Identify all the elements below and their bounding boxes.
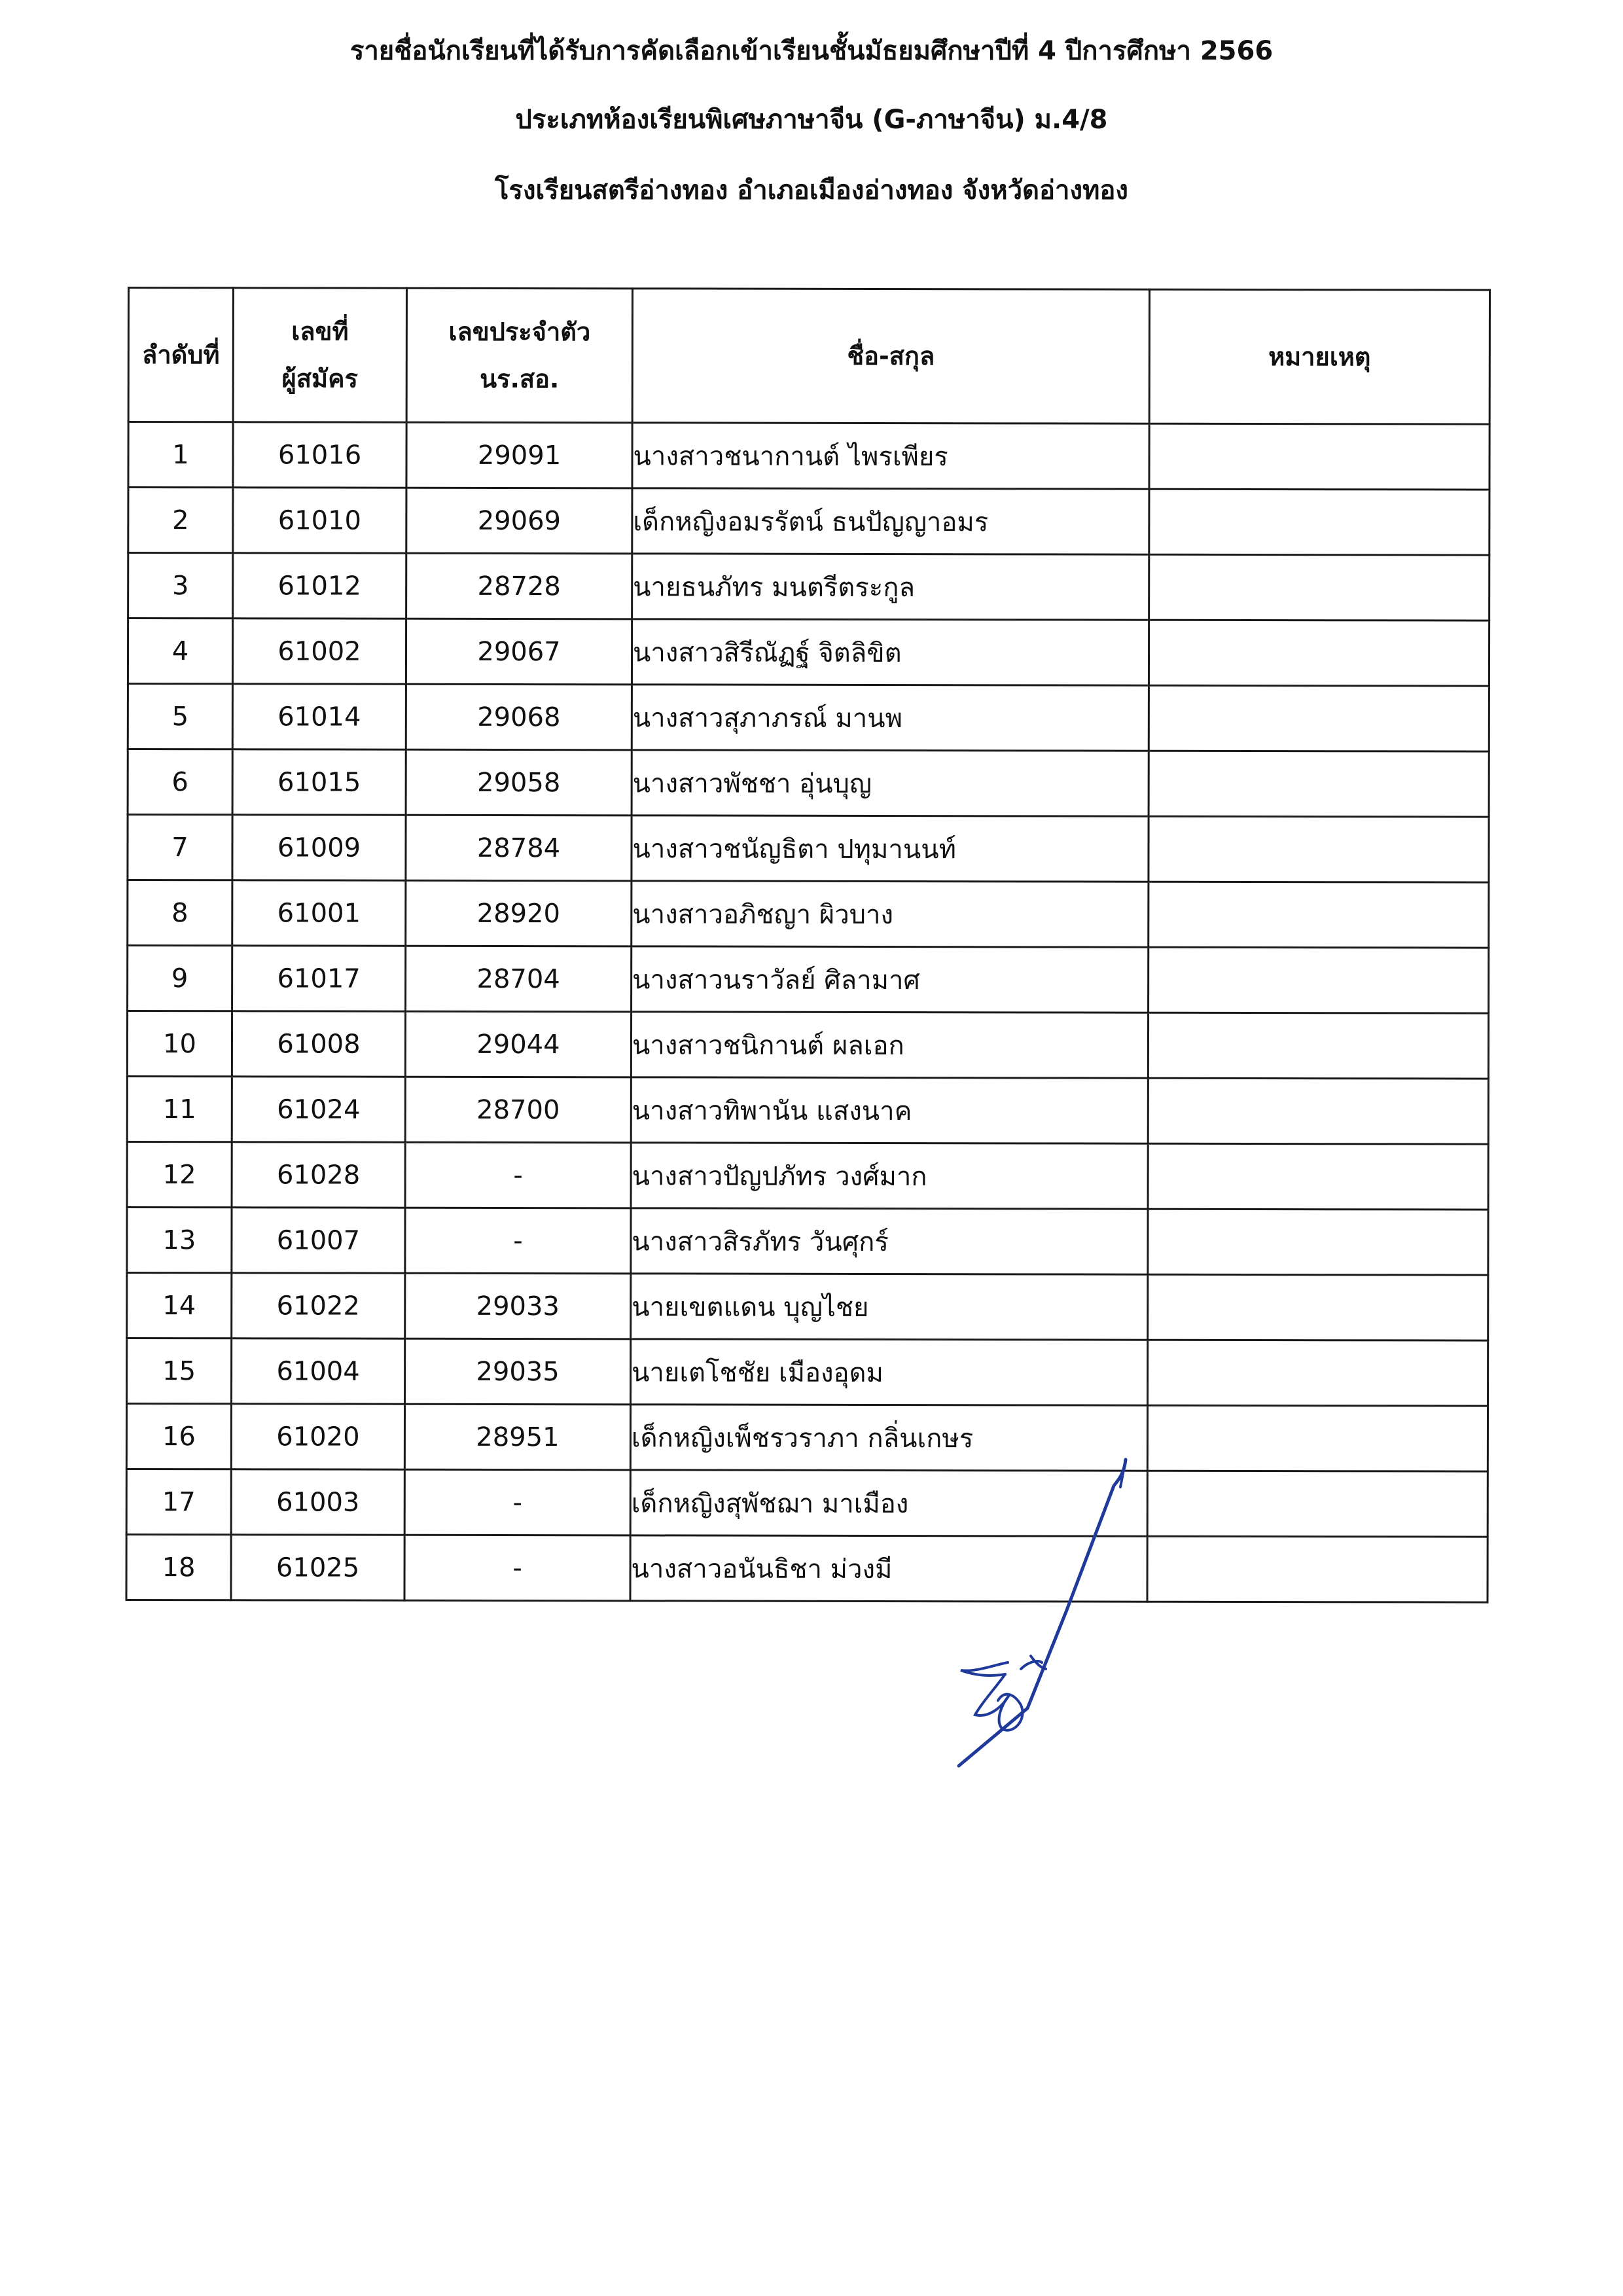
cell-remark — [1148, 1143, 1488, 1210]
cell-remark — [1149, 816, 1489, 882]
cell-order: 11 — [127, 1077, 232, 1142]
cell-student-id: - — [405, 1142, 631, 1208]
cell-full-name: นายธนภัทร มนตรีตระกูล — [632, 554, 1149, 620]
cell-remark — [1149, 489, 1489, 555]
cell-student-id: 28784 — [406, 815, 632, 881]
cell-student-id: 29033 — [405, 1273, 631, 1339]
cell-order: 18 — [126, 1534, 231, 1600]
cell-student-id: - — [405, 1208, 631, 1274]
cell-student-id: - — [404, 1469, 630, 1535]
col-remark-header: หมายเหตุ — [1149, 289, 1489, 424]
cell-remark — [1148, 1209, 1488, 1275]
cell-applicant-no: 61020 — [231, 1404, 404, 1469]
cell-applicant-no: 61025 — [231, 1535, 404, 1600]
cell-remark — [1148, 1078, 1488, 1144]
cell-applicant-no: 61003 — [231, 1469, 404, 1535]
header-row — [128, 288, 1489, 425]
cell-student-id: 28920 — [406, 880, 632, 946]
cell-full-name: นางสาวอนันธิชา ม่วงมี — [630, 1535, 1147, 1602]
cell-order: 17 — [126, 1469, 231, 1534]
cell-full-name: นางสาวพัชชา อุ่นบุญ — [632, 750, 1149, 816]
cell-order: 4 — [128, 619, 232, 684]
cell-full-name: เด็กหญิงเพ็ชรวราภา กลิ่นเกษร — [630, 1405, 1147, 1471]
cell-order: 6 — [128, 749, 232, 815]
cell-order: 2 — [128, 488, 233, 553]
cell-applicant-no: 61017 — [232, 946, 406, 1011]
cell-full-name: นางสาวสิรภัทร วันศุกร์ — [631, 1208, 1148, 1274]
cell-student-id: - — [404, 1535, 630, 1601]
cell-full-name: นายเขตแดน บุญไชย — [631, 1274, 1148, 1340]
cell-remark — [1149, 620, 1489, 686]
cell-order: 1 — [128, 422, 233, 488]
cell-student-id: 29044 — [405, 1011, 631, 1077]
table-row — [128, 488, 1489, 556]
cell-remark — [1147, 1536, 1488, 1602]
cell-remark — [1148, 1340, 1488, 1406]
cell-student-id: 29058 — [406, 749, 632, 816]
cell-remark — [1149, 685, 1489, 751]
cell-applicant-no: 61004 — [232, 1338, 405, 1404]
table-row — [126, 1404, 1488, 1472]
cell-student-id: 29067 — [406, 619, 632, 685]
cell-student-id: 28704 — [406, 946, 632, 1012]
cell-applicant-no: 61016 — [233, 422, 406, 488]
col-applicant-header — [233, 288, 406, 422]
table-row — [127, 1011, 1488, 1079]
cell-full-name: นางสาวนราวัลย์ ศิลามาศ — [632, 946, 1149, 1013]
cell-order: 14 — [127, 1273, 232, 1338]
cell-student-id: 28951 — [404, 1404, 630, 1470]
col-student-id-header — [406, 288, 632, 423]
cell-applicant-no: 61014 — [232, 684, 406, 749]
cell-applicant-no: 61022 — [232, 1273, 405, 1338]
cell-student-id: 28728 — [406, 553, 632, 619]
cell-order: 5 — [128, 684, 232, 749]
cell-remark — [1148, 1013, 1488, 1079]
cell-remark — [1148, 1274, 1488, 1340]
cell-order: 12 — [127, 1142, 232, 1208]
table-row — [126, 1469, 1488, 1537]
table-row — [128, 815, 1489, 883]
cell-order: 16 — [126, 1404, 231, 1469]
cell-applicant-no: 61009 — [232, 815, 406, 880]
cell-full-name: นางสาวชนากานต์ ไพรเพียร — [632, 423, 1149, 489]
col-name-header: ชื่อ-สกุล — [632, 289, 1149, 423]
table-row — [127, 1338, 1488, 1407]
table-row — [128, 880, 1489, 948]
col-student-id-line1: เลขประจำตัว — [448, 317, 591, 347]
cell-order: 7 — [128, 815, 232, 880]
cell-full-name: นางสาวอภิชญา ผิวบาง — [632, 881, 1149, 947]
document-title: รายชื่อนักเรียนที่ได้รับการคัดเลือกเข้าเรียนชั้นมัธยมศึกษาปีที่ 4 ปีการศึกษา 2566 — [349, 36, 1274, 66]
school-line: โรงเรียนสตรีอ่างทอง อำเภอเมืองอ่างทอง จังหวัดอ่างทอง — [495, 175, 1128, 206]
table-row — [128, 422, 1489, 490]
cell-full-name: นางสาวทิพานัน แสงนาค — [631, 1077, 1148, 1143]
cell-remark — [1149, 882, 1489, 948]
table-row — [128, 946, 1489, 1014]
cell-applicant-no: 61001 — [232, 880, 406, 946]
roster-sheet — [125, 287, 1489, 1604]
cell-remark — [1147, 1405, 1488, 1471]
cell-applicant-no: 61008 — [232, 1011, 405, 1077]
cell-remark — [1149, 947, 1489, 1013]
cell-applicant-no: 61024 — [232, 1077, 405, 1142]
table-row — [128, 553, 1489, 621]
table-row — [127, 1142, 1488, 1210]
cell-order: 3 — [128, 553, 233, 619]
table-row — [127, 1077, 1488, 1145]
cell-student-id: 29068 — [406, 684, 632, 750]
cell-full-name: นางสาวสุภาภรณ์ มานพ — [632, 685, 1149, 751]
student-table — [125, 287, 1491, 1604]
cell-remark — [1149, 751, 1489, 817]
cell-applicant-no: 61028 — [232, 1142, 405, 1208]
cell-student-id: 29091 — [406, 422, 632, 488]
col-order-header: ลำดับที่ — [128, 288, 233, 422]
document-subtitle: ประเภทห้องเรียนพิเศษภาษาจีน (G-ภาษาจีน) ม.4/8 — [515, 105, 1108, 135]
cell-applicant-no: 61015 — [232, 749, 406, 815]
cell-applicant-no: 61012 — [233, 553, 406, 619]
cell-order: 13 — [127, 1208, 232, 1273]
cell-applicant-no: 61002 — [232, 619, 406, 684]
cell-full-name: นางสาวปัญปภัทร วงศ์มาก — [631, 1143, 1148, 1209]
cell-full-name: นางสาวชนัญธิตา ปทุมานนท์ — [632, 816, 1149, 882]
cell-applicant-no: 61007 — [232, 1208, 405, 1273]
cell-order: 15 — [127, 1338, 232, 1404]
cell-remark — [1147, 1471, 1488, 1537]
table-row — [128, 749, 1489, 817]
cell-full-name: เด็กหญิงอมรรัตน์ ธนปัญญาอมร — [632, 488, 1149, 554]
signature-mark — [929, 1446, 1139, 1774]
table-row — [127, 1208, 1488, 1276]
col-student-id-line2: นร.สอ. — [480, 364, 560, 394]
cell-remark — [1149, 554, 1489, 620]
table-row — [127, 1273, 1488, 1341]
cell-student-id: 29069 — [406, 488, 632, 554]
table-row — [128, 684, 1489, 752]
cell-full-name: นางสาวชนิกานต์ ผลเอก — [631, 1012, 1148, 1078]
cell-applicant-no: 61010 — [233, 488, 406, 553]
col-applicant-line1: เลขที่ — [291, 317, 349, 346]
col-applicant-line2: ผู้สมัคร — [281, 364, 358, 393]
cell-full-name: นางสาวสิรีณัฏฐ์ จิตลิขิต — [632, 619, 1149, 685]
table-row — [128, 619, 1489, 687]
cell-order: 8 — [128, 880, 232, 946]
table-row — [126, 1534, 1488, 1602]
cell-order: 10 — [127, 1011, 232, 1077]
cell-student-id: 29035 — [405, 1338, 631, 1405]
cell-remark — [1149, 423, 1489, 490]
cell-full-name: นายเตโชชัย เมืองอุดม — [631, 1339, 1148, 1405]
cell-full-name: เด็กหญิงสุพัชฌา มาเมือง — [630, 1470, 1147, 1536]
cell-student-id: 28700 — [405, 1077, 631, 1143]
cell-order: 9 — [128, 946, 232, 1011]
